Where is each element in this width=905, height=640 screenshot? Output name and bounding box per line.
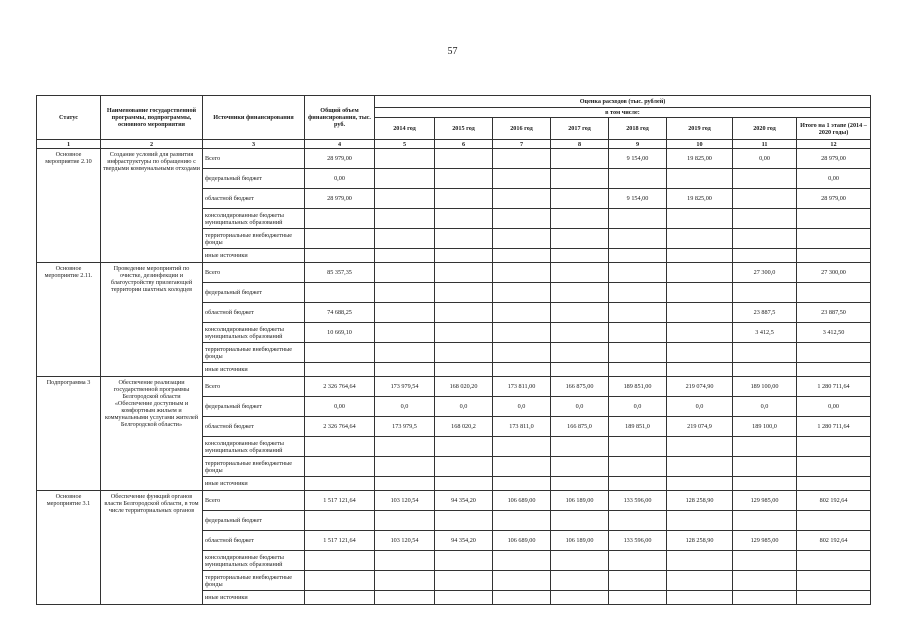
year-amount-cell: 128 258,90	[667, 491, 733, 511]
header-status: Статус	[37, 96, 101, 140]
total-amount-cell	[305, 591, 375, 605]
year-amount-cell	[435, 437, 493, 457]
total-amount-cell	[305, 343, 375, 363]
stage-total-cell	[797, 457, 871, 477]
year-amount-cell	[551, 169, 609, 189]
column-number: 2	[101, 140, 203, 149]
year-amount-cell	[733, 551, 797, 571]
year-amount-cell	[551, 189, 609, 209]
total-amount-cell: 85 357,35	[305, 263, 375, 283]
source-label-regional: областной бюджет	[203, 417, 305, 437]
year-amount-cell	[733, 343, 797, 363]
source-label-federal: федеральный бюджет	[203, 283, 305, 303]
header-year-2016: 2016 год	[493, 118, 551, 140]
year-amount-cell	[551, 457, 609, 477]
year-amount-cell	[493, 511, 551, 531]
source-label-other: иные источники	[203, 249, 305, 263]
column-number: 1	[37, 140, 101, 149]
stage-total-cell	[797, 551, 871, 571]
year-amount-cell: 189 100,0	[733, 417, 797, 437]
year-amount-cell	[375, 571, 435, 591]
year-amount-cell: 106 689,00	[493, 531, 551, 551]
year-amount-cell	[609, 283, 667, 303]
source-label-federal: федеральный бюджет	[203, 169, 305, 189]
year-amount-cell: 27 300,0	[733, 263, 797, 283]
year-amount-cell	[609, 591, 667, 605]
year-amount-cell: 168 020,20	[435, 377, 493, 397]
year-amount-cell	[733, 363, 797, 377]
column-number: 8	[551, 140, 609, 149]
year-amount-cell	[551, 149, 609, 169]
year-amount-cell	[435, 323, 493, 343]
header-year-2014: 2014 год	[375, 118, 435, 140]
year-amount-cell	[551, 209, 609, 229]
year-amount-cell	[435, 591, 493, 605]
year-amount-cell	[375, 511, 435, 531]
year-amount-cell	[493, 209, 551, 229]
year-amount-cell	[667, 437, 733, 457]
year-amount-cell: 3 412,5	[733, 323, 797, 343]
header-sources: Источники финансирования	[203, 96, 305, 140]
block-name: Проведение мероприятий по очистке, дезинфекции и благоустройству прилегающей территории шахтных колодцев	[101, 263, 203, 377]
table-row	[37, 149, 871, 169]
year-amount-cell	[609, 551, 667, 571]
stage-total-cell	[797, 437, 871, 457]
year-amount-cell	[375, 263, 435, 283]
year-amount-cell	[375, 209, 435, 229]
block-status: Основное мероприятие 2.10	[37, 149, 101, 263]
year-amount-cell	[493, 437, 551, 457]
year-amount-cell	[667, 323, 733, 343]
year-amount-cell: 0,0	[733, 397, 797, 417]
year-amount-cell	[551, 283, 609, 303]
year-amount-cell	[609, 249, 667, 263]
stage-total-cell: 3 412,50	[797, 323, 871, 343]
year-amount-cell: 94 354,20	[435, 531, 493, 551]
stage-total-cell	[797, 363, 871, 377]
total-amount-cell: 10 669,10	[305, 323, 375, 343]
header-stage-total: Итого на 1 этапе (2014 – 2020 годы)	[797, 118, 871, 140]
year-amount-cell	[667, 363, 733, 377]
year-amount-cell	[493, 283, 551, 303]
total-amount-cell: 1 517 121,64	[305, 491, 375, 511]
stage-total-cell	[797, 591, 871, 605]
year-amount-cell: 129 985,00	[733, 531, 797, 551]
table-row	[37, 377, 871, 397]
year-amount-cell	[551, 511, 609, 531]
year-amount-cell: 0,0	[435, 397, 493, 417]
year-amount-cell	[609, 457, 667, 477]
year-amount-cell	[493, 323, 551, 343]
block-status: Подпрограмма 3	[37, 377, 101, 491]
stage-total-cell	[797, 571, 871, 591]
stage-total-cell	[797, 229, 871, 249]
year-amount-cell	[493, 571, 551, 591]
year-amount-cell	[551, 343, 609, 363]
year-amount-cell: 0,0	[375, 397, 435, 417]
header-year-2015: 2015 год	[435, 118, 493, 140]
year-amount-cell	[435, 229, 493, 249]
year-amount-cell: 106 189,00	[551, 531, 609, 551]
year-amount-cell: 189 851,0	[609, 417, 667, 437]
stage-total-cell: 28 979,00	[797, 189, 871, 209]
source-label-other: иные источники	[203, 591, 305, 605]
total-amount-cell	[305, 511, 375, 531]
year-amount-cell: 0,0	[667, 397, 733, 417]
total-amount-cell	[305, 571, 375, 591]
year-amount-cell	[609, 303, 667, 323]
year-amount-cell	[493, 149, 551, 169]
year-amount-cell	[375, 323, 435, 343]
year-amount-cell	[435, 303, 493, 323]
year-amount-cell	[733, 283, 797, 303]
year-amount-cell	[733, 189, 797, 209]
column-number: 6	[435, 140, 493, 149]
year-amount-cell: 94 354,20	[435, 491, 493, 511]
total-amount-cell: 74 688,25	[305, 303, 375, 323]
year-amount-cell: 129 985,00	[733, 491, 797, 511]
table-row	[37, 263, 871, 283]
year-amount-cell	[733, 571, 797, 591]
column-number: 11	[733, 140, 797, 149]
header-year-2019: 2019 год	[667, 118, 733, 140]
source-label-regional: областной бюджет	[203, 303, 305, 323]
year-amount-cell	[609, 437, 667, 457]
year-amount-cell: 0,0	[493, 397, 551, 417]
year-amount-cell	[375, 591, 435, 605]
year-amount-cell	[493, 591, 551, 605]
year-amount-cell	[435, 343, 493, 363]
year-amount-cell	[375, 437, 435, 457]
year-amount-cell	[733, 591, 797, 605]
stage-total-cell: 28 979,00	[797, 149, 871, 169]
year-amount-cell: 103 120,54	[375, 531, 435, 551]
header-estimate: Оценка расходов (тыс. рублей)	[375, 96, 871, 108]
source-label-territorial: территориальные внебюджетные фонды	[203, 571, 305, 591]
year-amount-cell	[493, 477, 551, 491]
year-amount-cell	[609, 323, 667, 343]
year-amount-cell	[667, 343, 733, 363]
year-amount-cell	[493, 343, 551, 363]
expenditure-table-sheet	[36, 95, 870, 609]
year-amount-cell	[375, 283, 435, 303]
block-name: Создание условий для развития инфраструктуры по обращению с твердыми коммунальными отходами	[101, 149, 203, 263]
source-label-regional: областной бюджет	[203, 531, 305, 551]
total-amount-cell: 0,00	[305, 397, 375, 417]
year-amount-cell	[551, 229, 609, 249]
total-amount-cell	[305, 283, 375, 303]
year-amount-cell	[493, 189, 551, 209]
year-amount-cell	[551, 363, 609, 377]
header-name: Наименование государственной программы, подпрограммы, основного мероприятия	[101, 96, 203, 140]
source-label-regional: областной бюджет	[203, 189, 305, 209]
year-amount-cell	[435, 169, 493, 189]
year-amount-cell	[609, 343, 667, 363]
year-amount-cell	[667, 477, 733, 491]
block-name: Обеспечение реализации государственной программы Белгородской области «Обеспечение доступным и комфортным жильем и коммунальными услугами жителей Белгородской области»	[101, 377, 203, 491]
year-amount-cell	[375, 229, 435, 249]
year-amount-cell	[667, 457, 733, 477]
year-amount-cell	[551, 323, 609, 343]
year-amount-cell	[733, 169, 797, 189]
year-amount-cell	[733, 209, 797, 229]
year-amount-cell	[667, 591, 733, 605]
year-amount-cell	[609, 363, 667, 377]
block-status: Основное мероприятие 2.11.	[37, 263, 101, 377]
column-number: 10	[667, 140, 733, 149]
year-amount-cell: 23 887,5	[733, 303, 797, 323]
year-amount-cell	[375, 189, 435, 209]
source-label-federal: федеральный бюджет	[203, 397, 305, 417]
year-amount-cell	[609, 511, 667, 531]
stage-total-cell: 27 300,00	[797, 263, 871, 283]
year-amount-cell	[733, 437, 797, 457]
year-amount-cell: 189 851,00	[609, 377, 667, 397]
source-label-territorial: территориальные внебюджетные фонды	[203, 229, 305, 249]
source-label-federal: федеральный бюджет	[203, 511, 305, 531]
stage-total-cell: 1 280 711,64	[797, 377, 871, 397]
year-amount-cell	[375, 363, 435, 377]
stage-total-cell: 0,00	[797, 169, 871, 189]
year-amount-cell	[733, 477, 797, 491]
year-amount-cell	[493, 229, 551, 249]
column-number: 3	[203, 140, 305, 149]
source-label-territorial: территориальные внебюджетные фонды	[203, 457, 305, 477]
total-amount-cell	[305, 477, 375, 491]
year-amount-cell	[667, 511, 733, 531]
year-amount-cell	[375, 457, 435, 477]
year-amount-cell	[667, 229, 733, 249]
header-year-2020: 2020 год	[733, 118, 797, 140]
year-amount-cell	[375, 303, 435, 323]
year-amount-cell	[493, 263, 551, 283]
total-amount-cell	[305, 363, 375, 377]
stage-total-cell	[797, 209, 871, 229]
stage-total-cell	[797, 283, 871, 303]
page-number: 57	[447, 46, 458, 57]
total-amount-cell: 1 517 121,64	[305, 531, 375, 551]
column-number: 7	[493, 140, 551, 149]
source-label-total: Всего	[203, 263, 305, 283]
source-label-other: иные источники	[203, 477, 305, 491]
column-number: 4	[305, 140, 375, 149]
source-label-other: иные источники	[203, 363, 305, 377]
year-amount-cell: 0,0	[551, 397, 609, 417]
year-amount-cell	[551, 477, 609, 491]
header-total: Общий объем финансирования, тыс. руб.	[305, 96, 375, 140]
table-row	[37, 491, 871, 511]
stage-total-cell: 802 192,64	[797, 491, 871, 511]
stage-total-cell	[797, 343, 871, 363]
year-amount-cell: 133 596,00	[609, 491, 667, 511]
year-amount-cell: 219 074,90	[667, 377, 733, 397]
year-amount-cell: 9 154,00	[609, 189, 667, 209]
total-amount-cell	[305, 229, 375, 249]
year-amount-cell	[435, 363, 493, 377]
year-amount-cell	[609, 477, 667, 491]
column-number: 12	[797, 140, 871, 149]
year-amount-cell	[609, 571, 667, 591]
year-amount-cell	[551, 437, 609, 457]
total-amount-cell: 28 979,00	[305, 189, 375, 209]
stage-total-cell: 23 887,50	[797, 303, 871, 323]
year-amount-cell	[375, 149, 435, 169]
total-amount-cell	[305, 209, 375, 229]
column-number-row	[37, 140, 871, 149]
year-amount-cell	[609, 263, 667, 283]
year-amount-cell	[435, 551, 493, 571]
total-amount-cell: 2 326 764,64	[305, 377, 375, 397]
year-amount-cell	[435, 263, 493, 283]
year-amount-cell	[609, 169, 667, 189]
year-amount-cell	[375, 169, 435, 189]
stage-total-cell: 0,00	[797, 397, 871, 417]
stage-total-cell	[797, 511, 871, 531]
total-amount-cell: 28 979,00	[305, 149, 375, 169]
year-amount-cell: 19 825,00	[667, 189, 733, 209]
source-label-territorial: территориальные внебюджетные фонды	[203, 343, 305, 363]
header-year-2018: 2018 год	[609, 118, 667, 140]
source-label-municipal: консолидированные бюджеты муниципальных образований	[203, 209, 305, 229]
header-including: в том числе:	[375, 108, 871, 118]
year-amount-cell: 173 811,0	[493, 417, 551, 437]
year-amount-cell	[667, 303, 733, 323]
year-amount-cell	[667, 249, 733, 263]
year-amount-cell: 0,00	[733, 149, 797, 169]
source-label-municipal: консолидированные бюджеты муниципальных образований	[203, 323, 305, 343]
year-amount-cell	[493, 363, 551, 377]
source-label-total: Всего	[203, 377, 305, 397]
column-number: 9	[609, 140, 667, 149]
source-label-municipal: консолидированные бюджеты муниципальных образований	[203, 437, 305, 457]
year-amount-cell: 19 825,00	[667, 149, 733, 169]
year-amount-cell	[435, 457, 493, 477]
year-amount-cell	[609, 209, 667, 229]
column-number: 5	[375, 140, 435, 149]
year-amount-cell	[435, 283, 493, 303]
year-amount-cell	[375, 343, 435, 363]
year-amount-cell	[551, 551, 609, 571]
year-amount-cell	[667, 209, 733, 229]
year-amount-cell	[733, 457, 797, 477]
block-name: Обеспечение функций органов власти Белгородской области, в том числе территориальных органов	[101, 491, 203, 605]
year-amount-cell: 166 875,0	[551, 417, 609, 437]
year-amount-cell	[435, 149, 493, 169]
year-amount-cell	[435, 249, 493, 263]
stage-total-cell: 1 280 711,64	[797, 417, 871, 437]
year-amount-cell	[667, 551, 733, 571]
source-label-municipal: консолидированные бюджеты муниципальных образований	[203, 551, 305, 571]
year-amount-cell: 173 979,54	[375, 377, 435, 397]
year-amount-cell: 0,0	[609, 397, 667, 417]
stage-total-cell	[797, 477, 871, 491]
year-amount-cell: 166 875,00	[551, 377, 609, 397]
expenditure-table	[36, 95, 871, 605]
year-amount-cell	[375, 249, 435, 263]
year-amount-cell: 106 689,00	[493, 491, 551, 511]
year-amount-cell: 9 154,00	[609, 149, 667, 169]
year-amount-cell	[435, 477, 493, 491]
year-amount-cell: 168 020,2	[435, 417, 493, 437]
year-amount-cell	[493, 551, 551, 571]
year-amount-cell: 173 811,00	[493, 377, 551, 397]
total-amount-cell: 0,00	[305, 169, 375, 189]
year-amount-cell	[493, 457, 551, 477]
year-amount-cell	[667, 571, 733, 591]
stage-total-cell: 802 192,64	[797, 531, 871, 551]
year-amount-cell	[551, 571, 609, 591]
year-amount-cell	[733, 249, 797, 263]
year-amount-cell	[733, 229, 797, 249]
year-amount-cell: 103 120,54	[375, 491, 435, 511]
year-amount-cell	[435, 511, 493, 531]
header-year-2017: 2017 год	[551, 118, 609, 140]
source-label-total: Всего	[203, 491, 305, 511]
year-amount-cell	[493, 249, 551, 263]
total-amount-cell	[305, 249, 375, 263]
block-status: Основное мероприятие 3.1	[37, 491, 101, 605]
year-amount-cell	[551, 591, 609, 605]
stage-total-cell	[797, 249, 871, 263]
year-amount-cell: 133 596,00	[609, 531, 667, 551]
table-body	[37, 140, 871, 605]
total-amount-cell	[305, 457, 375, 477]
year-amount-cell	[435, 571, 493, 591]
year-amount-cell	[551, 303, 609, 323]
year-amount-cell	[667, 263, 733, 283]
year-amount-cell: 128 258,90	[667, 531, 733, 551]
year-amount-cell	[667, 169, 733, 189]
year-amount-cell: 173 979,5	[375, 417, 435, 437]
year-amount-cell: 106 189,00	[551, 491, 609, 511]
year-amount-cell	[609, 229, 667, 249]
year-amount-cell: 219 074,9	[667, 417, 733, 437]
year-amount-cell	[667, 283, 733, 303]
year-amount-cell	[551, 263, 609, 283]
source-label-total: Всего	[203, 149, 305, 169]
total-amount-cell: 2 326 764,64	[305, 417, 375, 437]
total-amount-cell	[305, 437, 375, 457]
year-amount-cell	[435, 189, 493, 209]
year-amount-cell	[493, 169, 551, 189]
year-amount-cell	[375, 551, 435, 571]
year-amount-cell	[435, 209, 493, 229]
total-amount-cell	[305, 551, 375, 571]
year-amount-cell	[551, 249, 609, 263]
year-amount-cell	[375, 477, 435, 491]
year-amount-cell	[493, 303, 551, 323]
year-amount-cell: 189 100,00	[733, 377, 797, 397]
year-amount-cell	[733, 511, 797, 531]
